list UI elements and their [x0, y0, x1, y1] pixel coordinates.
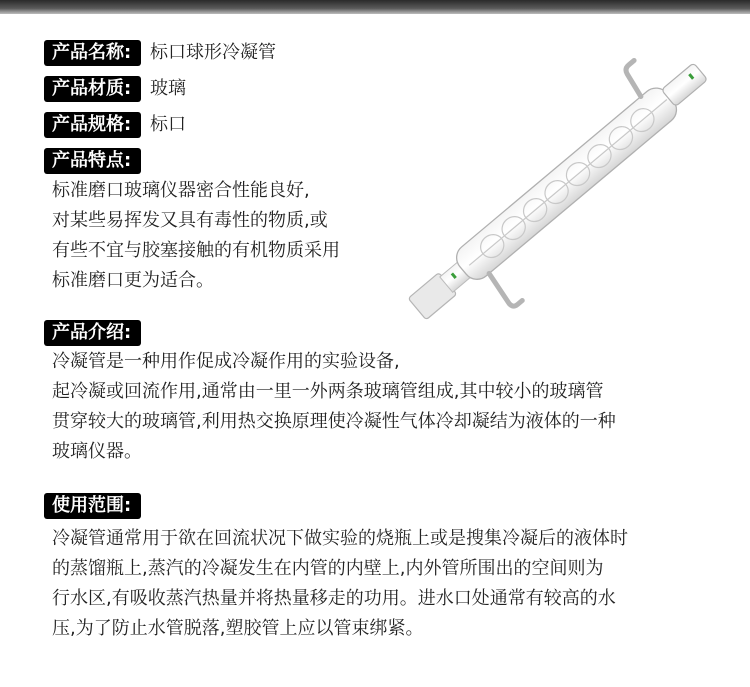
usage-line: 冷凝管通常用于欲在回流状况下做实验的烧瓶上或是搜集冷凝后的液体时: [52, 528, 628, 549]
intro-line: 冷凝管是一种用作促成冷凝作用的实验设备,: [52, 351, 400, 372]
product-spec-value: 标口: [150, 114, 186, 135]
features-line: 标准磨口玻璃仪器密合性能良好,: [52, 180, 310, 201]
usage-line: 压,为了防止水管脱落,塑胶管上应以管束绑紧。: [52, 618, 424, 639]
product-intro-label: 产品介绍:: [44, 320, 141, 346]
usage-scope-text: [52, 524, 628, 644]
product-material-value: 玻璃: [150, 78, 186, 99]
product-features-label: 产品特点:: [44, 148, 141, 174]
usage-scope-label: 使用范围:: [44, 493, 141, 519]
usage-line: 的蒸馏瓶上,蒸汽的冷凝发生在内管的内壁上,内外管所围出的空间则为: [52, 558, 604, 579]
intro-line: 玻璃仪器。: [52, 441, 142, 462]
product-name-label: 产品名称:: [44, 40, 141, 66]
features-line: 对某些易挥发又具有毒性的物质,或: [52, 210, 328, 231]
product-spec-label: 产品规格:: [44, 112, 141, 138]
product-intro-text: [52, 347, 616, 467]
features-line: 标准磨口更为适合。: [52, 270, 214, 291]
condenser-image: [380, 40, 750, 330]
usage-line: 行水区,有吸收蒸汽热量并将热量移走的功用。进水口处通常有较高的水: [52, 588, 616, 609]
intro-line: 起冷凝或回流作用,通常由一里一外两条玻璃管组成,其中较小的玻璃管: [52, 381, 604, 402]
features-line: 有些不宜与胶塞接触的有机物质采用: [52, 240, 340, 261]
product-name-value: 标口球形冷凝管: [150, 42, 276, 63]
top-gradient-bar: [0, 0, 750, 14]
intro-line: 贯穿较大的玻璃管,利用热交换原理使冷凝性气体冷却凝结为液体的一种: [52, 411, 616, 432]
product-material-label: 产品材质:: [44, 76, 141, 102]
product-features-text: [52, 176, 340, 296]
